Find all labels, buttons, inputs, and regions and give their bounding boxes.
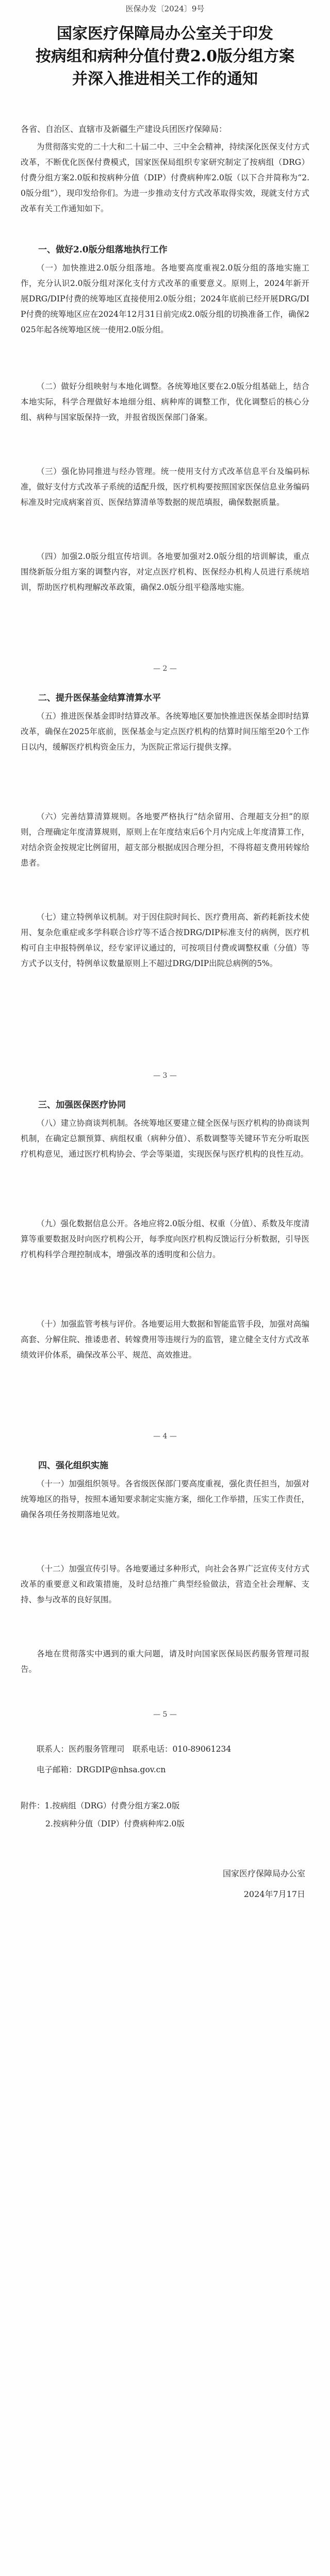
paragraph-13: 各地在贯彻落实中遇到的重大问题，请及时向国家医保局医药服务管理司报告。	[21, 1649, 309, 1674]
paragraph-8: （八）建立协商谈判机制。各统筹地区要建立健全医保与医疗机构的协商谈判机制，在确定总额预算、病组权重（病种分值）、系数调整等关键环节充分听取医疗机构意见，通过医疗机构协会、学会等渠道，实现医保与医疗机构的良性互动。	[21, 1118, 309, 1159]
issue-date: 2024年7月17日	[243, 1889, 305, 1899]
contact-line: 联系人：医药服务管理司 联系电话：010-89061234	[37, 1744, 232, 1754]
title-line-1: 国家医疗保障局办公室关于印发	[57, 25, 273, 43]
paragraph-2: （二）做好分组映射与本地化调整。各统筹地区要在2.0版分组基础上，结合本地实际，科学合理做好本地细分组、病种库的调整工作，优化调整后的核心分组、病种与国家版保持一致，并报省级医保部门备案。	[21, 382, 309, 422]
paragraph-11: （十一）加强组织领导。各省级医保部门要高度重视，强化责任担当，加强对统筹地区的指导，按照本通知要求制定实施方案，细化工作举措，压实工作责任，确保各项任务按期落地见效。	[21, 1479, 309, 1519]
paragraph-5: （五）推进医保基金即时结算改革。各统筹地区要加快推进医保基金即时结算改革，确保在2025年底前，医保基金与定点医疗机构的结算时间压缩至20个工作日以内，缓解医疗机构资金压力，为医院正常运行提供支撑。	[21, 711, 309, 752]
page-number-3: — 3 —	[153, 1072, 177, 1080]
paragraph-3: （三）强化协同推进与经办管理。统一使用支付方式改革信息平台及编码标准，做好支付方式改革子系统的适配升级，医疗机构要按照国家医保信息业务编码标准及时完成病案首页、医保结算清单等数据的规范填报，确保数据质量。	[21, 467, 309, 507]
paragraph-6: （六）完善结算清算规则。各地要严格执行“结余留用、合理超支分担”的原则，合理确定年度清算规则，原则上在年度结束后6个月内完成上年度清算工作，对结余资金按规定比例留用，超支部分根据成因合理分担，不得将超支费用转嫁给患者。	[21, 812, 309, 868]
email-line: 电子邮箱：DRGDIP@nhsa.gov.cn	[37, 1765, 166, 1774]
paragraph-9: （九）强化数据信息公开。各地应将2.0版分组、权重（分值）、系数及年度清算等重要数据及时向医疗机构公开，每季度向医疗机构反馈运行分析数据，引导医疗机构科学合理控制成本，增强改革的透明度和公信力。	[21, 1219, 309, 1259]
document-title	[31, 23, 299, 91]
page-number-4: — 4 —	[153, 1432, 177, 1440]
attachment-1: 附件：1.按病组（DRG）付费分组方案2.0版	[21, 1801, 180, 1810]
page-number-5: — 5 —	[153, 1710, 177, 1719]
page-number-2: — 2 —	[153, 665, 177, 673]
signer: 国家医疗保障局办公室	[222, 1869, 305, 1878]
title-line-2: 按病组和病种分值付费2.0版分组方案	[35, 47, 295, 65]
section-3-heading: 三、加强医保医疗协同	[38, 1100, 126, 1110]
paragraph-10: （十）加强监管考核与评价。各地要运用大数据和智能监管手段，加强对高编高套、分解住院、推诿患者、转嫁费用等违规行为的监管，建立健全支付方式改革绩效评价体系，确保改革公平、规范、高效推进。	[21, 1319, 309, 1360]
title-line-3: 并深入推进相关工作的通知	[72, 70, 258, 88]
document-number: 医保办发〔2024〕9号	[125, 4, 205, 13]
section-2-heading: 二、提升医保基金结算清算水平	[38, 693, 161, 703]
paragraph-12: （十二）加强宣传引导。各地要通过多种形式，向社会各界广泛宣传支付方式改革的重要意义和政策措施，及时总结推广典型经验做法，营造全社会理解、支持、参与改革的良好氛围。	[21, 1564, 309, 1604]
paragraph-4: （四）加强2.0版分组宣传培训。各地要加强对2.0版分组的培训解读，重点围绕新版分组方案的调整内容，对定点医疗机构、医保经办机构人员进行系统培训，帮助医疗机构理解改革政策，确保2.0版分组平稳落地实施。	[21, 552, 309, 592]
section-4-heading: 四、强化组织实施	[38, 1461, 108, 1471]
recipients: 各省、自治区、直辖市及新疆生产建设兵团医疗保障局：	[21, 124, 227, 134]
section-1-heading: 一、做好2.0版分组落地执行工作	[38, 245, 168, 255]
intro-paragraph: 为贯彻落实党的二十大和二十届二中、三中全会精神，持续深化医保支付方式改革，不断优化医保付费模式，国家医保局组织专家研究制定了按病组（DRG）付费分组方案2.0版和按病种分值（DIP）付费病种库2.0版（以下合并简称为“2.0版分组”），现印发给你们。为进一步推动支付方式改革取得实效，现就支付方式改革有关工作通知如下。	[21, 142, 309, 213]
attachment-2: 2.按病种分值（DIP）付费病种库2.0版	[45, 1819, 185, 1828]
paragraph-1: （一）加快推进2.0版分组落地。各地要高度重视2.0版分组的落地实施工作，充分认识2.0版分组对深化支付方式改革的重要意义。原则上，2024年新开展DRG/DIP付费的统筹地区直接使用2.0版分组；2024年底前已经开展DRG/DIP付费的统筹地区应在2024年12月31日前完成2.0版分组的切换准备工作，确保2025年起各统筹地区统一使用2.0版分组。	[21, 263, 309, 334]
paragraph-7: （七）建立特例单议机制。对于因住院时间长、医疗费用高、新药耗新技术使用、复杂危重症或多学科联合诊疗等不适合按DRG/DIP标准支付的病例，医疗机构可自主申报特例单议，经专家评议通过的，可按项目付费或调整权重（分值）等方式予以支付，特例单议数量原则上不超过DRG/DIP出院总病例的5%。	[21, 912, 309, 968]
